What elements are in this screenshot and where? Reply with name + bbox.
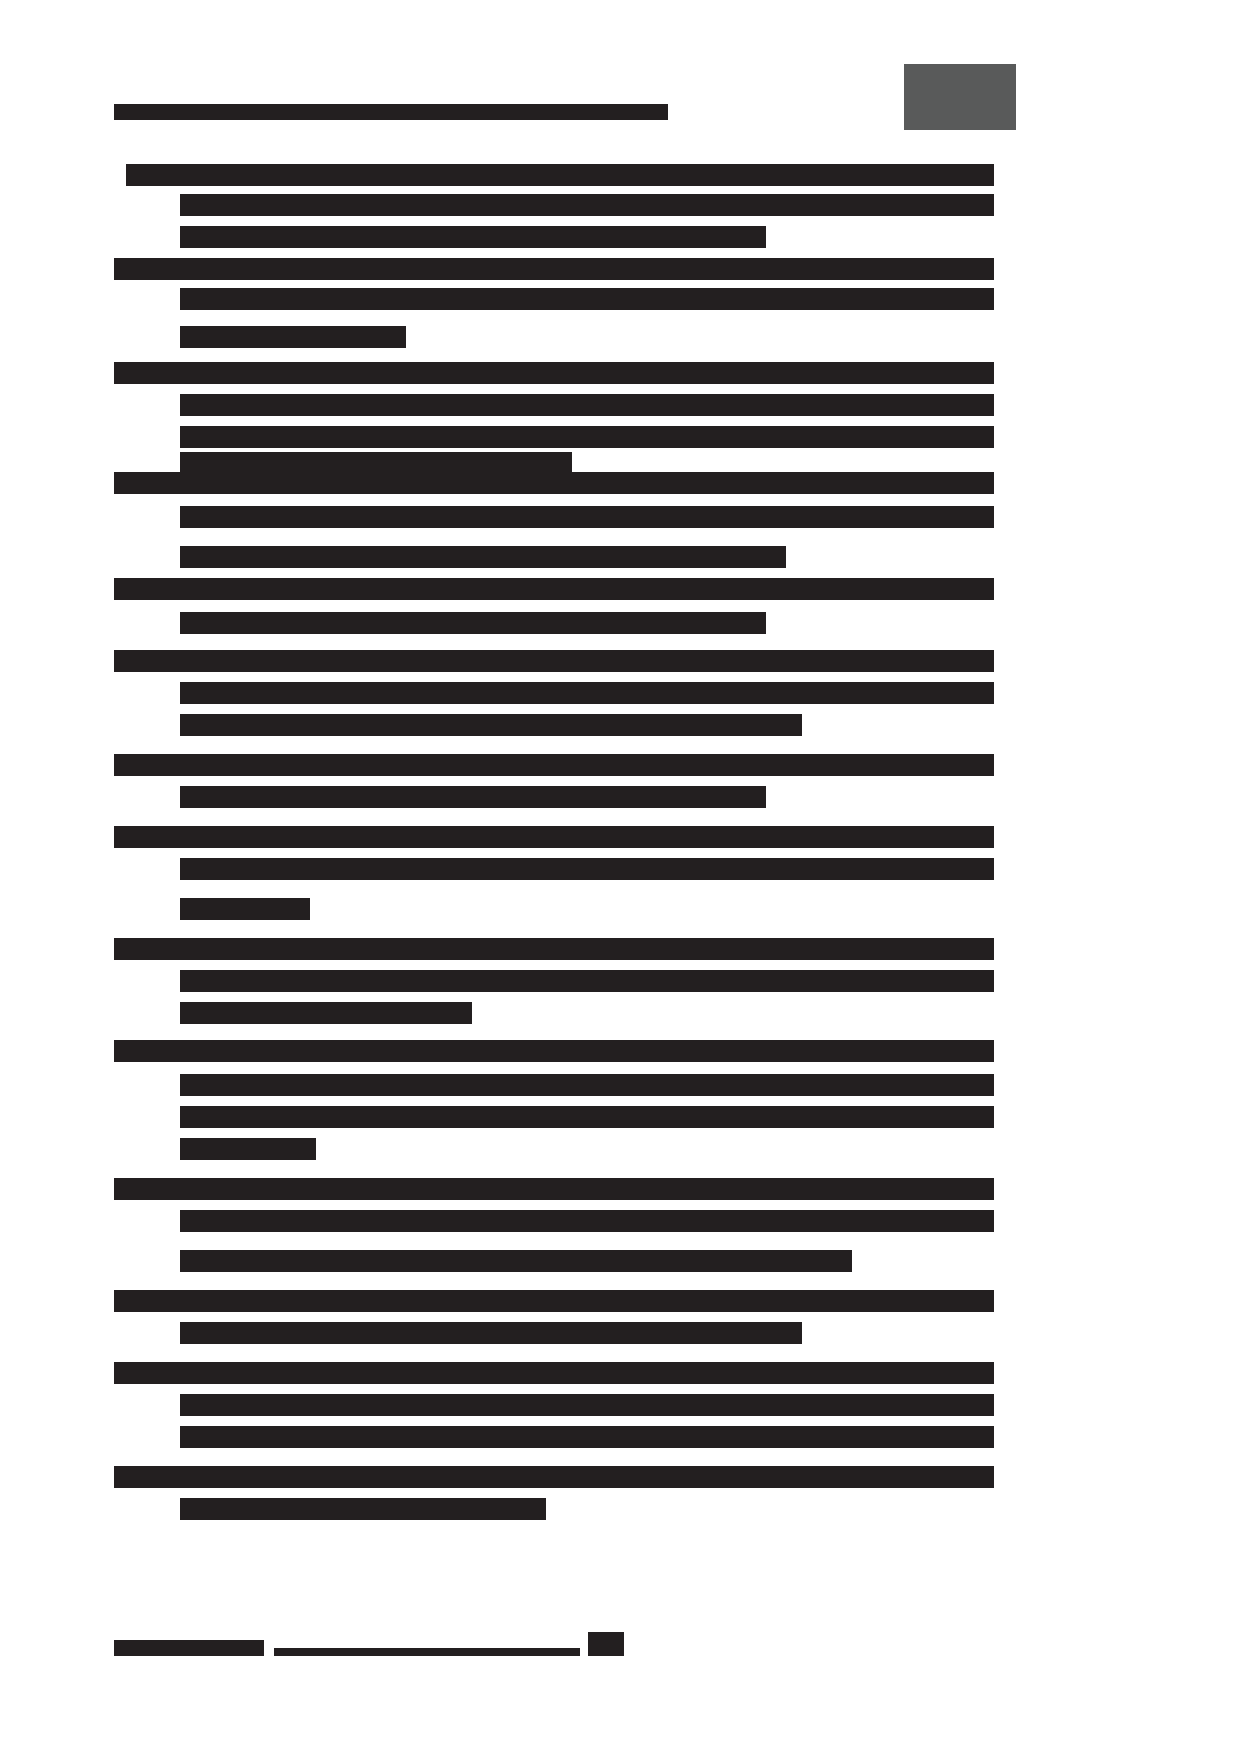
reference-entry-continuation bbox=[180, 714, 802, 736]
reference-entry bbox=[114, 650, 994, 672]
reference-entry-continuation bbox=[180, 1394, 994, 1416]
reference-entry-continuation bbox=[180, 1002, 472, 1024]
page-number bbox=[588, 1632, 624, 1656]
reference-entry-continuation bbox=[180, 612, 766, 634]
reference-entry-continuation bbox=[180, 1322, 802, 1344]
reference-entry-continuation bbox=[180, 288, 994, 310]
reference-entry bbox=[114, 472, 994, 494]
reference-entry-continuation bbox=[180, 1498, 546, 1520]
reference-entry-continuation bbox=[180, 898, 310, 920]
reference-entry-continuation bbox=[180, 682, 994, 704]
reference-entry bbox=[114, 1362, 994, 1384]
footer-rule bbox=[274, 1648, 580, 1656]
reference-entry bbox=[114, 258, 994, 280]
reference-entry-continuation bbox=[180, 506, 994, 528]
reference-entry-continuation bbox=[180, 970, 994, 992]
reference-entry-continuation bbox=[180, 394, 994, 416]
reference-entry-continuation bbox=[180, 1138, 316, 1160]
reference-entry bbox=[114, 362, 994, 384]
reference-entry bbox=[114, 1466, 994, 1488]
reference-entry-continuation bbox=[180, 1250, 852, 1272]
reference-entry-continuation bbox=[180, 546, 786, 568]
reference-entry bbox=[114, 826, 994, 848]
reference-entry-continuation bbox=[180, 1074, 994, 1096]
reference-entry-continuation bbox=[180, 326, 406, 348]
reference-entry-continuation bbox=[180, 452, 572, 474]
reference-entry-continuation bbox=[180, 226, 766, 248]
reference-entry bbox=[126, 164, 994, 186]
reference-entry-continuation bbox=[180, 194, 994, 216]
reference-entry bbox=[114, 1290, 994, 1312]
reference-entry bbox=[114, 938, 994, 960]
reference-entry-continuation bbox=[180, 786, 766, 808]
reference-entry-continuation bbox=[180, 1210, 994, 1232]
reference-entry bbox=[114, 1040, 994, 1062]
running-title bbox=[114, 104, 668, 120]
reference-entry-continuation bbox=[180, 1106, 994, 1128]
reference-entry-continuation bbox=[180, 858, 994, 880]
publisher-logo bbox=[904, 64, 1016, 130]
reference-entry bbox=[114, 578, 994, 600]
reference-entry bbox=[114, 1178, 994, 1200]
reference-entry-continuation bbox=[180, 1426, 994, 1448]
reference-entry-continuation bbox=[180, 426, 994, 448]
footer-label bbox=[114, 1640, 264, 1656]
reference-entry bbox=[114, 754, 994, 776]
